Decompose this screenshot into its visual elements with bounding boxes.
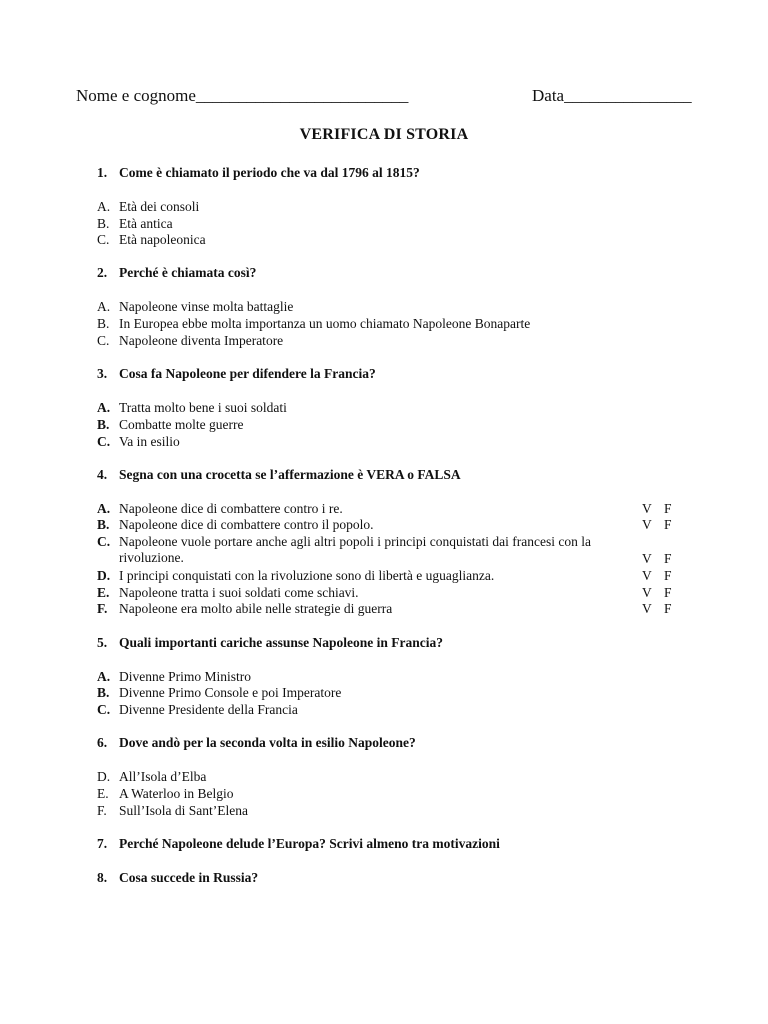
option-text: Napoleone era molto abile nelle strategie di guerra bbox=[119, 601, 393, 616]
option-text: In Europea ebbe molta importanza un uomo chiamato Napoleone Bonaparte bbox=[119, 316, 531, 331]
option-1a bbox=[97, 199, 199, 215]
true-false-4d[interactable] bbox=[642, 568, 686, 584]
question-number: 4. bbox=[97, 467, 108, 482]
option-letter: E. bbox=[97, 786, 109, 801]
question-4 bbox=[97, 467, 461, 483]
option-3b bbox=[97, 417, 243, 433]
option-letter: A. bbox=[97, 199, 111, 214]
true-false-4a[interactable] bbox=[642, 501, 686, 517]
question-number: 6. bbox=[97, 735, 108, 750]
question-text: Perché è chiamata così? bbox=[119, 265, 257, 280]
option-letter: C. bbox=[97, 434, 111, 449]
question-number: 8. bbox=[97, 870, 108, 885]
option-2c bbox=[97, 333, 283, 349]
true-mark[interactable]: V bbox=[642, 601, 652, 616]
option-2a bbox=[97, 299, 293, 315]
option-letter: D. bbox=[97, 769, 111, 784]
option-letter: C. bbox=[97, 534, 111, 549]
option-4a bbox=[97, 501, 343, 517]
question-7 bbox=[97, 836, 500, 852]
true-false-4f[interactable] bbox=[642, 601, 686, 617]
option-text: Napoleone dice di combattere contro il popolo. bbox=[119, 517, 374, 532]
option-6f bbox=[97, 803, 248, 819]
option-letter: B. bbox=[97, 517, 110, 532]
option-4e bbox=[97, 585, 359, 601]
question-number: 2. bbox=[97, 265, 108, 280]
question-text: Cosa succede in Russia? bbox=[119, 870, 259, 885]
option-text: Napoleone diventa Imperatore bbox=[119, 333, 284, 348]
option-letter: A. bbox=[97, 299, 111, 314]
question-text: Perché Napoleone delude l’Europa? Scrivi almeno tra motivazioni bbox=[119, 836, 500, 851]
option-text: Divenne Presidente della Francia bbox=[119, 702, 298, 717]
option-letter: F. bbox=[97, 601, 108, 616]
option-text: I principi conquistati con la rivoluzione sono di libertà e uguaglianza. bbox=[119, 568, 495, 583]
option-4c bbox=[97, 534, 629, 566]
option-text: Divenne Primo Ministro bbox=[119, 669, 251, 684]
option-6e bbox=[97, 786, 234, 802]
option-text: Napoleone vinse molta battaglie bbox=[119, 299, 294, 314]
option-letter: C. bbox=[97, 232, 110, 247]
option-text: Napoleone dice di combattere contro i re. bbox=[119, 501, 343, 516]
option-text: Napoleone tratta i suoi soldati come schiavi. bbox=[119, 585, 359, 600]
option-letter: E. bbox=[97, 585, 110, 600]
true-mark[interactable]: V bbox=[642, 585, 652, 600]
name-field-label: Nome e cognome_________________________ bbox=[76, 86, 409, 105]
false-mark[interactable]: F bbox=[664, 601, 672, 616]
question-number: 1. bbox=[97, 165, 108, 180]
option-2b bbox=[97, 316, 530, 332]
false-mark[interactable]: F bbox=[664, 551, 672, 566]
option-text: Sull’Isola di Sant’Elena bbox=[119, 803, 248, 818]
option-text: Combatte molte guerre bbox=[119, 417, 244, 432]
page-title: VERIFICA DI STORIA bbox=[299, 126, 469, 143]
question-number: 7. bbox=[97, 836, 108, 851]
option-3a bbox=[97, 400, 287, 416]
true-mark[interactable]: V bbox=[642, 551, 652, 566]
question-text: Segna con una crocetta se l’affermazione è VERA o FALSA bbox=[119, 467, 461, 482]
date-field-label: Data_______________ bbox=[532, 86, 692, 105]
question-text: Dove andò per la seconda volta in esilio Napoleone? bbox=[119, 735, 416, 750]
option-letter: B. bbox=[97, 216, 110, 231]
false-mark[interactable]: F bbox=[664, 517, 672, 532]
option-letter: F. bbox=[97, 803, 107, 818]
option-3c bbox=[97, 434, 180, 450]
question-8 bbox=[97, 870, 258, 886]
option-text: Divenne Primo Console e poi Imperatore bbox=[119, 685, 342, 700]
option-letter: C. bbox=[97, 333, 110, 348]
option-letter: A. bbox=[97, 669, 111, 684]
option-letter: B. bbox=[97, 417, 110, 432]
question-3 bbox=[97, 366, 376, 382]
option-letter: C. bbox=[97, 702, 111, 717]
option-text: Va in esilio bbox=[119, 434, 180, 449]
option-6d bbox=[97, 769, 206, 785]
question-6 bbox=[97, 735, 416, 751]
option-text: A Waterloo in Belgio bbox=[119, 786, 234, 801]
option-4f bbox=[97, 601, 392, 617]
question-number: 3. bbox=[97, 366, 108, 381]
false-mark[interactable]: F bbox=[664, 568, 672, 583]
option-text: All’Isola d’Elba bbox=[119, 769, 207, 784]
option-text: Età dei consoli bbox=[119, 199, 200, 214]
option-5b bbox=[97, 685, 341, 701]
option-letter: B. bbox=[97, 685, 110, 700]
option-letter: A. bbox=[97, 501, 111, 516]
option-1c bbox=[97, 232, 206, 248]
false-mark[interactable]: F bbox=[664, 501, 672, 516]
true-false-4c[interactable] bbox=[642, 551, 686, 567]
option-text: Età napoleonica bbox=[119, 232, 206, 247]
question-1 bbox=[97, 165, 420, 181]
option-text: Napoleone vuole portare anche agli altri popoli i principi conquistati dai francesi con la rivoluzione. bbox=[119, 534, 591, 565]
option-5c bbox=[97, 702, 298, 718]
question-text: Quali importanti cariche assunse Napoleone in Francia? bbox=[119, 635, 443, 650]
question-text: Come è chiamato il periodo che va dal 1796 al 1815? bbox=[119, 165, 420, 180]
option-letter: B. bbox=[97, 316, 110, 331]
question-number: 5. bbox=[97, 635, 108, 650]
true-false-4b[interactable] bbox=[642, 517, 686, 533]
option-4b bbox=[97, 517, 374, 533]
option-1b bbox=[97, 216, 173, 232]
option-5a bbox=[97, 669, 251, 685]
question-2 bbox=[97, 265, 256, 281]
option-letter: D. bbox=[97, 568, 111, 583]
question-text: Cosa fa Napoleone per difendere la Francia? bbox=[119, 366, 376, 381]
option-4d bbox=[97, 568, 494, 584]
option-letter: A. bbox=[97, 400, 111, 415]
true-false-4e[interactable] bbox=[642, 585, 686, 601]
true-mark[interactable]: V bbox=[642, 501, 652, 516]
false-mark[interactable]: F bbox=[664, 585, 672, 600]
question-5 bbox=[97, 635, 443, 651]
option-text: Età antica bbox=[119, 216, 173, 231]
true-mark[interactable]: V bbox=[642, 517, 652, 532]
option-text: Tratta molto bene i suoi soldati bbox=[119, 400, 287, 415]
true-mark[interactable]: V bbox=[642, 568, 652, 583]
